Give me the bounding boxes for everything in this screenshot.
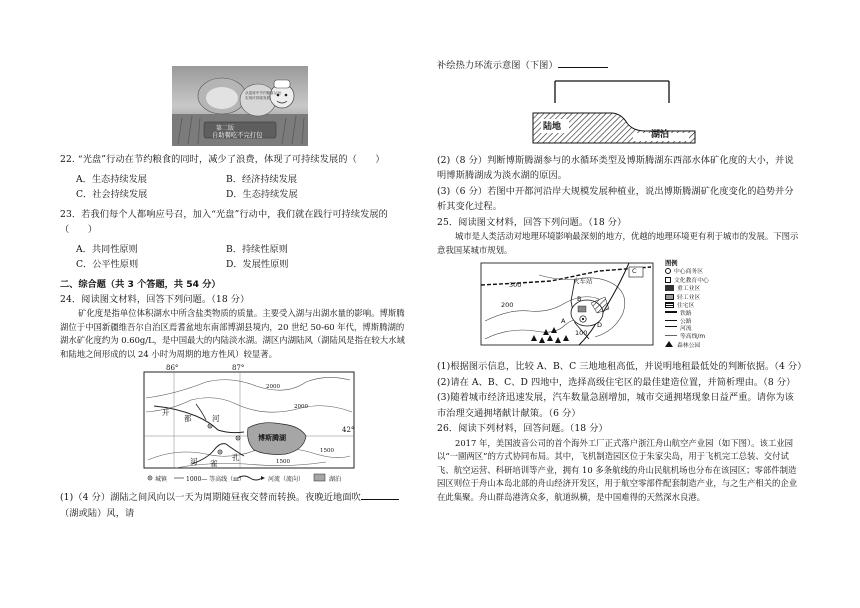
legend-title: 图例 (665, 260, 678, 267)
legend-item-heavy-industry: 重工业区 (665, 285, 747, 294)
legend-town-label: 城镇 (155, 476, 168, 483)
question-26-intro: 26．阅读下列材料，回答问题。（18 分） (437, 423, 608, 434)
map-river-he2: 河 (190, 457, 198, 466)
question-23-options (60, 242, 412, 273)
question-24-intro: 24．阅读图文材料，回答下列问题。（18 分） (60, 293, 250, 305)
question-25-sub3: (3)随着城市经济迅速发展，汽车数量急剧增加，城市交通拥堵现象日益严重。请你为该市治理交通拥堵献计献策。（6 分） (437, 392, 794, 419)
q23-option-a: A．共同性原则 (76, 243, 138, 255)
answer-blank-diagram[interactable] (558, 58, 608, 68)
question-24-material: 矿化度是指单位体积湖水中所含盐类物质的质量。主要受入湖与出湖水量的影响。博斯腾湖位于中国新疆维吾尔自治区焉耆盆地东南部博湖县境内，20 世纪 50-60 年代，博斯腾湖的湖水矿化度约为 0.60g/L，是中国最大的内陆淡水湖。湖区内湖陆风（湖陆风是指在较大水域和陆地之间形成的以 24 小时为周期的地方性风）较显著。 (60, 308, 405, 359)
q22-option-d: D．生态持续发展 (226, 189, 298, 200)
thermal-circulation-sketch (529, 77, 699, 147)
map-lon-87: 87° (232, 364, 245, 372)
map-station-label: 火车站 (573, 277, 593, 285)
legend-railway-icon (665, 311, 677, 313)
city-planning-map (479, 261, 749, 355)
question-23-stem: 23．若我们每个人都响应号召，加入“光盘”行动中，我们就在践行可持续发展的（ ） (60, 208, 388, 235)
question-25-intro: 25．阅读图文材料，回答下列问题。（18 分） (437, 216, 627, 228)
map-contour-2000b: 2000 (294, 404, 308, 410)
legend-item-railway: 铁路 (665, 311, 747, 319)
bosten-lake-map-svg (136, 364, 366, 486)
question-25-sub1: (1)根据图示信息，比较 A、B、C 三地地租高低，并说明地租最低处的判断依据。（4 分） (437, 361, 807, 372)
map-label-b: B (577, 295, 582, 303)
left-column (60, 58, 412, 521)
legend-cbd-icon (665, 268, 671, 274)
q23-option-d: D．发展性原则 (226, 259, 289, 270)
legend-item-cbd: 中心商务区 (665, 268, 747, 277)
city-map-legend (665, 260, 747, 351)
legend-lake-label: 湖泊 (329, 476, 342, 483)
map-label-d: D (597, 321, 603, 329)
legend-item-road: 公路 (665, 319, 747, 327)
legend-light-industry-icon (665, 294, 674, 300)
bosten-lake-map (136, 364, 366, 486)
map-river-he1: 河 (212, 414, 220, 423)
legend-river-label: 河流（流向） (268, 476, 305, 483)
question-22-options (60, 172, 412, 203)
question-22-stem: 22. “光盘”行动在节约粮食的同时，减少了浪费，体现了可持续发展的（ ） (60, 154, 385, 165)
legend-road-icon (665, 320, 677, 321)
question-24-sub2: (2)（8 分）判断博斯腾湖参与的水循环类型及博斯腾湖东西部水体矿化度的大小，并说明博斯腾湖成为淡水湖的原因。 (437, 154, 794, 181)
poster-text-top: 第二版 (216, 125, 235, 132)
map-lake-label: 博斯腾湖 (258, 433, 286, 442)
question-24-sub3: (3)（6 分）若图中开都河沿岸大规模发展种植业，说出博斯腾湖矿化度变化的趋势并分析其变化过程。 (437, 185, 794, 212)
legend-item-river: 河流 (665, 326, 747, 334)
legend-culture-icon (665, 277, 671, 283)
poster-text-middle: 从宴席中节约粮食从而实现可持续发展 (245, 91, 281, 100)
answer-blank-wind[interactable] (361, 490, 399, 500)
legend-item-residential: 住宅区 (665, 302, 747, 311)
right-column (437, 58, 807, 504)
legend-item-light-industry: 轻工业区 (665, 294, 747, 303)
q23-option-c: C．公平性原则 (76, 259, 139, 270)
legend-item-forest-park: 森林公园 (665, 341, 747, 351)
question-25-material: 城市是人类活动对地理环境影响最深刻的地方，优越的地理环境更有利于城市的发展。下图示意我国某城市规划。 (437, 231, 799, 255)
legend-forest-icon (665, 341, 673, 347)
legend-item-culture: 文化教育中心 (665, 277, 747, 286)
map-river-du: 都 (184, 414, 192, 423)
map-contour-300: 300 (509, 281, 522, 289)
section-2-heading: 二、综合题（共 3 个答题，共 54 分） (60, 278, 221, 290)
map-contour-2000a: 2000 (266, 384, 280, 390)
legend-item-contour: 等高线/m (665, 334, 747, 342)
map-lon-86: 86° (166, 364, 179, 372)
q22-option-b: B．经济持续发展 (226, 173, 298, 185)
sketch-lake-label: 湖泊 (651, 129, 670, 140)
campaign-poster (172, 66, 308, 146)
map-river-kai: 开 (162, 408, 170, 417)
map-contour-200: 200 (501, 301, 514, 309)
poster-text-main: 自助餐吃不完打包 (212, 132, 263, 139)
question-26-material: 2017 年，美国波音公司的首个海外工厂正式落户浙江舟山航空产业园（如下图）。该工业园以“一園两区”的方式协同布局。其中，飞机制造园区位于朱家尖岛，用于飞机完工总装、交付试飞、航空运营、科研培训等产业，拥有 10 多条航线的舟山民航机场也分布在该园区；零部件制造园区则位于舟山本岛北部的舟山经济开发区，用于航空零部件配套制造产业，与之生产相关的企业在此集聚。舟山群岛港湾众多，航道纵横，是中国难得的天然深水良港。 (437, 437, 798, 502)
map-label-c: C (632, 267, 637, 275)
map-contour-1500a: 1500 (320, 448, 334, 454)
map-contour-1500b: 1500 (276, 459, 290, 465)
thermal-sketch-svg (529, 77, 699, 147)
legend-heavy-industry-icon (665, 285, 674, 291)
legend-residential-icon (665, 302, 674, 308)
map-label-a: A (561, 317, 566, 325)
legend-contour-icon (665, 335, 677, 336)
question-24-sub1: (1)（4 分）湖陆之间风向以一天为周期随昼夜交替而转换。夜晚近地面吹（湖或陆）风，请 (60, 490, 412, 521)
legend-river-icon (665, 326, 677, 328)
question-25-sub2: (2)请在 A、B、C、D 四地中，选择高级住宅区的最佳建造位置，并简析理由。（8 分） (437, 376, 796, 388)
legend-contour-label: 1000— 等高线（m） (186, 476, 245, 483)
question-24-sub1-continued: 补绘热力环流示意图（下图） (437, 58, 802, 74)
q22-option-a: A．生态持续发展 (76, 173, 147, 185)
map-contour-100: 100 (575, 329, 588, 337)
map-river-kong: 孔 (232, 453, 240, 462)
q23-option-b: B．持续性原则 (226, 243, 288, 255)
q22-option-c: C．社会持续发展 (76, 189, 148, 200)
sketch-land-label: 陆地 (543, 121, 562, 132)
map-lat-42: 42° (342, 426, 355, 434)
map-river-que: 雀 (210, 459, 218, 468)
